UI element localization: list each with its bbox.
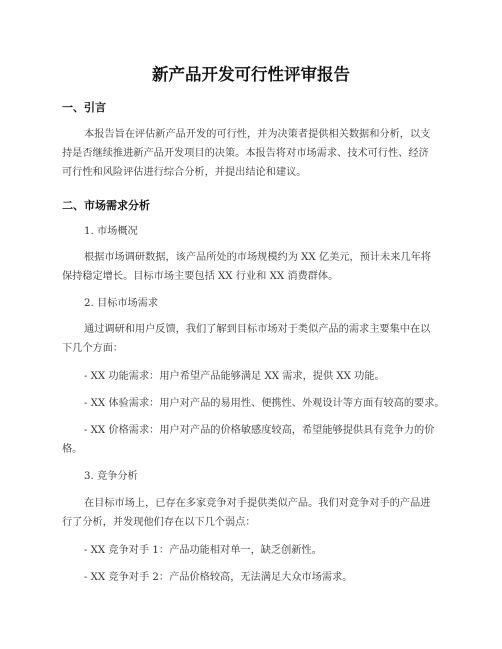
section-heading-intro: 一、引言: [62, 101, 106, 114]
list-item-line: - XX 价格需求：用户对产品的价格敏感度较高，希望能够提供具有竞争力的价: [84, 425, 435, 436]
subsection-title-competition: 3. 竞争分析: [84, 471, 138, 482]
intro-paragraph: [62, 125, 442, 182]
competition-paragraph: [62, 494, 442, 532]
list-item: - XX 功能需求：用户希望产品能够满足 XX 需求，提供 XX 功能。: [84, 371, 385, 382]
overview-line: 根据市场调研数据，该产品所处的市场规模约为 XX 亿美元，预计未来几年将: [84, 252, 431, 263]
list-item: [62, 421, 442, 459]
subsection-title-target: 2. 目标市场需求: [84, 298, 159, 309]
list-item-line: 格。: [62, 444, 83, 455]
list-item: - XX 竞争对手 2：产品价格较高，无法满足大众市场需求。: [84, 572, 353, 583]
overview-paragraph: [62, 248, 442, 286]
list-item: - XX 体验需求：用户对产品的易用性、便携性、外观设计等方面有较高的要求。: [84, 398, 445, 409]
subsection-title-overview: 1. 市场概况: [84, 226, 138, 237]
intro-line: 持是否继续推进新产品开发项目的决策。本报告将对市场需求、技术可行性、经济: [62, 148, 429, 159]
intro-line: 本报告旨在评估新产品开发的可行性，并为决策者提供相关数据和分析，以支: [84, 129, 431, 140]
competition-line: 行了分析，并发现他们存在以下几个弱点：: [62, 517, 256, 528]
target-paragraph: [62, 320, 442, 358]
list-item: - XX 竞争对手 1：产品功能相对单一，缺乏创新性。: [84, 545, 322, 556]
competition-line: 在目标市场上，已存在多家竞争对手提供类似产品。我们对竞争对手的产品进: [84, 498, 431, 509]
overview-line: 保持稳定增长。目标市场主要包括 XX 行业和 XX 消费群体。: [62, 271, 339, 282]
target-line: 通过调研和用户反馈，我们了解到目标市场对于类似产品的需求主要集中在以: [84, 324, 431, 335]
target-line: 下几个方面：: [62, 343, 124, 354]
document-title: 新产品开发可行性评审报告: [152, 65, 350, 84]
section-heading-market: 二、市场需求分析: [62, 199, 150, 212]
intro-line: 可行性和风险评估进行综合分析，并提出结论和建议。: [62, 167, 307, 178]
